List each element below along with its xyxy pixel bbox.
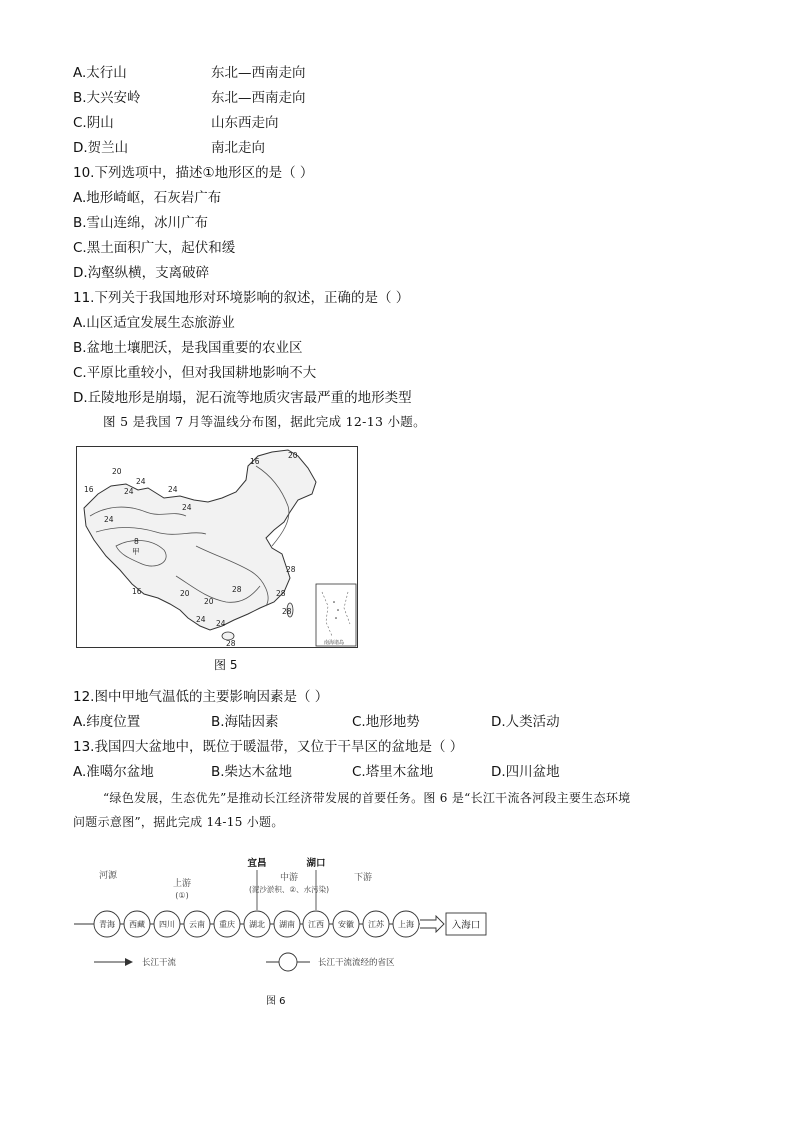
q13-option-a: A.准噶尔盆地 xyxy=(73,764,154,780)
legend-province-label: 长江干流流经的省区 xyxy=(318,958,395,968)
province-label: 安徽 xyxy=(338,920,354,929)
south-china-sea-inset xyxy=(316,584,356,646)
q9-option-d-direction: 南北走向 xyxy=(211,140,265,156)
q10-option-b: B.雪山连绵，冰川广布 xyxy=(73,215,209,231)
q9-option-b-direction: 东北—西南走向 xyxy=(211,90,306,106)
q9-option-b xyxy=(73,89,306,107)
upper-note: (①) xyxy=(175,891,189,900)
q13-option-b: B.柴达木盆地 xyxy=(211,764,293,780)
q9-option-d xyxy=(73,139,265,157)
q10-option-d: D.沟壑纵横，支离破碎 xyxy=(73,265,210,281)
q10-stem: 10.下列选项中，描述①地形区的是（ ） xyxy=(73,165,314,181)
q11-option-c: C.平原比重较小，但对我国耕地影响不大 xyxy=(73,365,317,381)
fig5-map xyxy=(76,446,358,648)
q9-option-a-direction: 东北—西南走向 xyxy=(211,65,306,81)
isotherm-label: 16 xyxy=(132,587,142,596)
province-label: 云南 xyxy=(189,920,205,929)
isotherm-label: 20 xyxy=(204,597,214,606)
fig5-caption: 图 5 xyxy=(214,658,238,672)
fig6-diagram xyxy=(70,850,500,980)
province-label: 四川 xyxy=(159,920,175,929)
province-label: 上海 xyxy=(398,920,414,929)
lower-label: 下游 xyxy=(353,873,373,883)
province-label: 江西 xyxy=(308,920,324,929)
province-label: 重庆 xyxy=(219,920,235,929)
isotherm-label: 16 xyxy=(84,485,94,494)
isotherm-label: 24 xyxy=(104,515,114,524)
q13-stem: 13.我国四大盆地中，既位于暖温带，又位于干旱区的盆地是（ ） xyxy=(73,739,464,755)
q10-option-c: C.黑土面积广大，起伏和缓 xyxy=(73,240,236,256)
q11-stem: 11.下列关于我国地形对环境影响的叙述，正确的是（ ） xyxy=(73,290,410,306)
isotherm-label: 20 xyxy=(180,589,190,598)
isotherm-label: 24 xyxy=(136,477,146,486)
q11-option-a: A.山区适宜发展生态旅游业 xyxy=(73,315,235,331)
fig6-intro-line2: 问题示意图”，据此完成 14-15 小题。 xyxy=(73,815,284,829)
isotherm-label: 28 xyxy=(232,585,242,594)
fig6-intro-line1: “绿色发展，生态优先”是推动长江经济带发展的首要任务。图 6 是“长江干流各河段主要生态环境 xyxy=(103,791,631,805)
q13-option-d: D.四川盆地 xyxy=(491,764,560,780)
estuary-arrow xyxy=(420,916,444,932)
province-label: 青海 xyxy=(99,920,115,929)
isotherm-label: 24 xyxy=(124,487,134,496)
q10-option-a: A.地形崎岖，石灰岩广布 xyxy=(73,190,222,206)
estuary-label: 入海口 xyxy=(451,920,481,931)
q9-option-a-label: A.太行山 xyxy=(73,65,127,81)
isotherm-label: 20 xyxy=(288,451,298,460)
q12-option-b: B.海陆因素 xyxy=(211,714,279,730)
q12-option-d: D.人类活动 xyxy=(491,714,560,730)
province-label: 湖北 xyxy=(249,920,265,929)
q9-option-d-label: D.贺兰山 xyxy=(73,140,129,156)
province-label: 湖南 xyxy=(279,920,295,929)
province-label: 西藏 xyxy=(129,920,145,929)
q11-option-b: B.盆地土壤肥沃，是我国重要的农业区 xyxy=(73,340,303,356)
province-label: 江苏 xyxy=(368,920,384,929)
isotherm-label: 24 xyxy=(168,485,178,494)
fig6-caption: 图 6 xyxy=(266,996,286,1007)
isotherm-label: 16 xyxy=(250,457,260,466)
source-label: 河源 xyxy=(98,871,118,881)
isotherm-label: 24 xyxy=(196,615,206,624)
legend-flow-label: 长江干流 xyxy=(142,958,177,968)
q9-option-b-label: B.大兴安岭 xyxy=(73,90,141,106)
isotherm-label: 20 xyxy=(112,467,122,476)
isotherm-label: 24 xyxy=(216,619,226,628)
middle-label: 中游 xyxy=(279,873,299,883)
yichang-label: 宜昌 xyxy=(247,858,267,869)
q9-option-c xyxy=(73,114,279,132)
q12-option-a: A.纬度位置 xyxy=(73,714,141,730)
q11-option-d: D.丘陵地形是崩塌，泥石流等地质灾害最严重的地形类型 xyxy=(73,390,412,406)
q12-stem: 12.图中甲地气温低的主要影响因素是（ ） xyxy=(73,689,329,705)
middle-note: (泥沙淤积、②、水污染) xyxy=(248,885,330,894)
q13-option-c: C.塔里木盆地 xyxy=(352,764,434,780)
q12-option-c: C.地形地势 xyxy=(352,714,420,730)
upper-label: 上游 xyxy=(172,879,192,889)
inset-label: 南海诸岛 xyxy=(323,640,345,646)
hukou-label: 湖口 xyxy=(306,858,326,869)
q9-option-c-label: C.阴山 xyxy=(73,115,114,131)
isotherm-label: 28 xyxy=(286,565,296,574)
fig5-intro: 图 5 是我国 7 月等温线分布图，据此完成 12-13 小题。 xyxy=(103,414,426,429)
isotherm-label: 8 xyxy=(134,537,139,546)
isotherm-label: 28 xyxy=(276,589,286,598)
isotherm-label: 28 xyxy=(282,607,292,616)
isotherm-label: 甲 xyxy=(132,547,140,556)
isotherm-label: 24 xyxy=(182,503,192,512)
q9-option-c-direction: 山东西走向 xyxy=(211,115,279,131)
q9-option-a xyxy=(73,64,306,82)
legend-province-circle xyxy=(279,953,297,971)
isotherm-label: 28 xyxy=(226,639,236,648)
